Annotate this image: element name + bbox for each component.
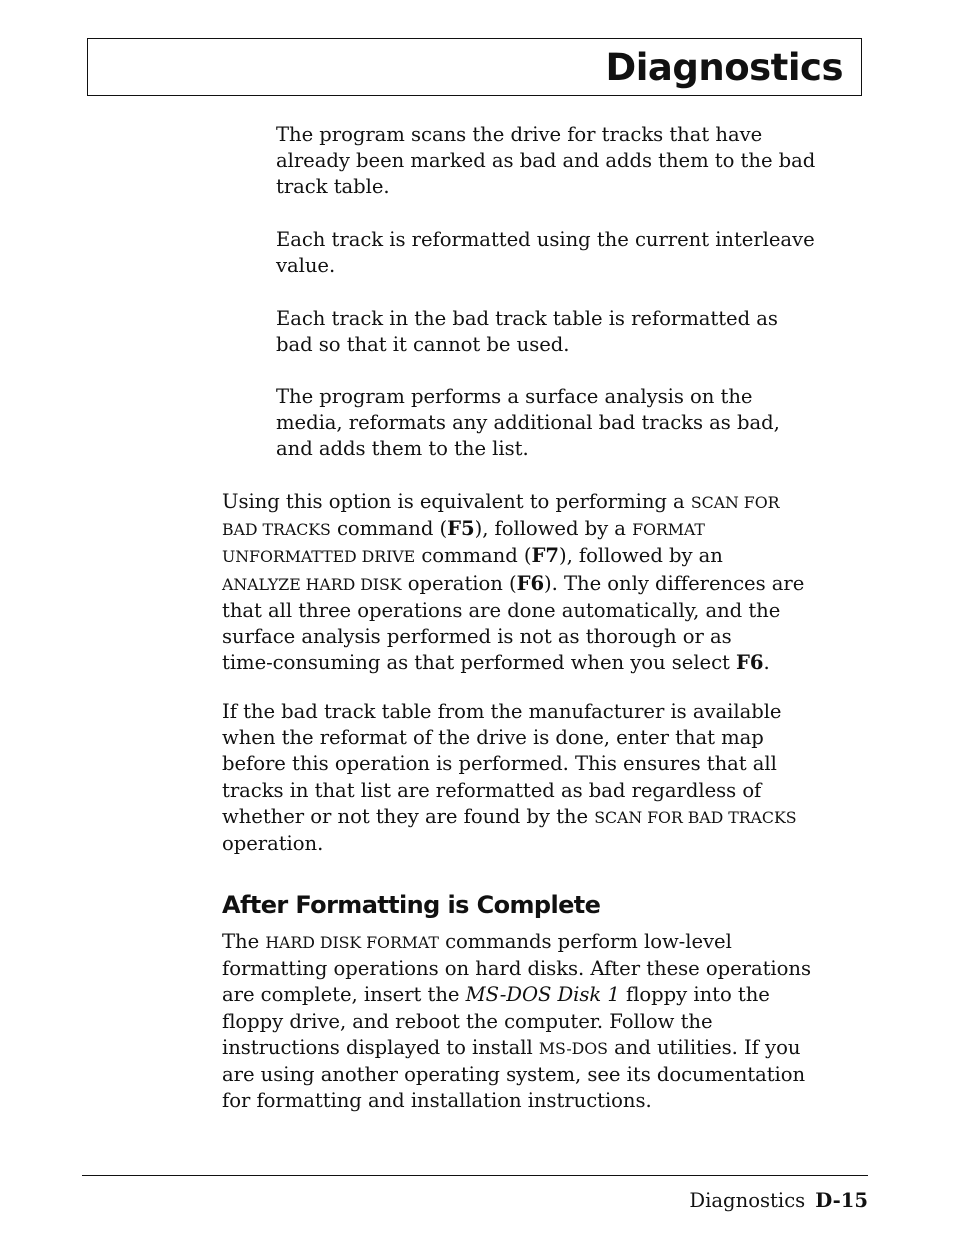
text-span: are complete, insert the <box>222 983 466 1007</box>
text-line <box>222 982 811 1008</box>
text-span: ), followed by a <box>474 517 633 541</box>
text-line <box>222 489 804 516</box>
text-span: and utilities. If you <box>607 1035 801 1059</box>
text-line <box>222 571 804 598</box>
text-line <box>222 516 804 543</box>
text-span: . <box>763 651 770 675</box>
page-footer <box>689 1187 868 1215</box>
step-3 <box>276 306 778 358</box>
key-label: F6 <box>736 651 764 675</box>
text-span: time-consuming as that performed when you select <box>222 651 737 675</box>
text-span: ), followed by an <box>558 544 723 568</box>
small-caps-command: MS-DOS <box>538 1038 608 1058</box>
small-caps-command: ANALYZE HARD DISK <box>222 574 402 594</box>
small-caps-command: HARD DISK FORMAT <box>265 933 439 952</box>
key-label: F6 <box>516 571 545 595</box>
small-caps-command: FORMAT <box>632 520 705 540</box>
text-line: operation. <box>222 832 324 856</box>
text-line: before this operation is performed. This ensures that all <box>222 752 777 776</box>
text-line: tracks in that list are reformatted as bad regardless of <box>222 778 762 802</box>
text-line <box>222 804 797 831</box>
text-line <box>222 650 804 676</box>
text-span: commands perform low-level <box>438 930 732 953</box>
text-line: Each track in the bad track table is reformatted as <box>276 307 778 330</box>
text-line: floppy drive, and reboot the computer. Follow the <box>222 1009 713 1033</box>
text-span: floppy into the <box>619 983 770 1007</box>
text-line: surface analysis performed is not as thorough or as <box>222 625 732 649</box>
text-span: command ( <box>415 544 532 568</box>
text-line: for formatting and installation instructions. <box>222 1089 652 1113</box>
text-line: If the bad track table from the manufacturer is available <box>222 700 782 723</box>
text-line: track table. <box>276 175 390 199</box>
step-4 <box>276 384 780 463</box>
text-line: media, reformats any additional bad tracks as bad, <box>276 411 780 435</box>
text-line <box>222 929 811 956</box>
small-caps-command: BAD TRACKS <box>222 520 331 540</box>
disk-name: MS-DOS Disk 1 <box>465 983 620 1007</box>
step-2 <box>276 227 815 279</box>
text-line: when the reformat of the drive is done, enter that map <box>222 726 764 750</box>
text-span: instructions displayed to install <box>222 1035 539 1059</box>
text-span: command ( <box>330 517 448 541</box>
small-caps-command: UNFORMATTED DRIVE <box>222 547 416 567</box>
key-label: F7 <box>531 544 559 568</box>
text-line: formatting operations on hard disks. After these operations <box>222 957 811 981</box>
text-span: The <box>222 930 266 953</box>
small-caps-command: SCAN FOR <box>690 493 780 512</box>
small-caps-command: SCAN FOR BAD TRACKS <box>594 807 797 827</box>
text-line: and adds them to the list. <box>276 437 529 461</box>
header-box <box>87 38 862 96</box>
footer-rule <box>82 1175 868 1176</box>
text-line: The program scans the drive for tracks that have <box>276 123 763 146</box>
text-span: ). The only differences are <box>544 571 805 595</box>
paragraph-bad-track-table <box>222 699 797 857</box>
text-line: are using another operating system, see its documentation <box>222 1063 806 1087</box>
paragraph-after-formatting <box>222 929 811 1114</box>
text-line <box>222 543 804 570</box>
page-number: D-15 <box>815 1189 868 1212</box>
text-line: The program performs a surface analysis on the <box>276 385 753 408</box>
text-line: Each track is reformatted using the current interleave <box>276 228 815 251</box>
text-line: value. <box>276 254 336 278</box>
text-line: that all three operations are done automatically, and the <box>222 598 781 622</box>
text-line: bad so that it cannot be used. <box>276 333 570 357</box>
text-span: operation ( <box>401 571 517 595</box>
footer-section: Diagnostics <box>689 1189 806 1212</box>
section-heading: After Formatting is Complete <box>222 891 601 919</box>
paragraph-equivalence <box>222 489 804 676</box>
key-label: F5 <box>447 517 475 541</box>
text-span: whether or not they are found by the <box>222 804 595 828</box>
page-header-title: Diagnostics <box>605 46 843 89</box>
text-line: already been marked as bad and adds them to the bad <box>276 149 816 173</box>
text-line <box>222 1035 811 1062</box>
text-span: Using this option is equivalent to performing a <box>222 490 691 513</box>
step-1 <box>276 122 815 201</box>
